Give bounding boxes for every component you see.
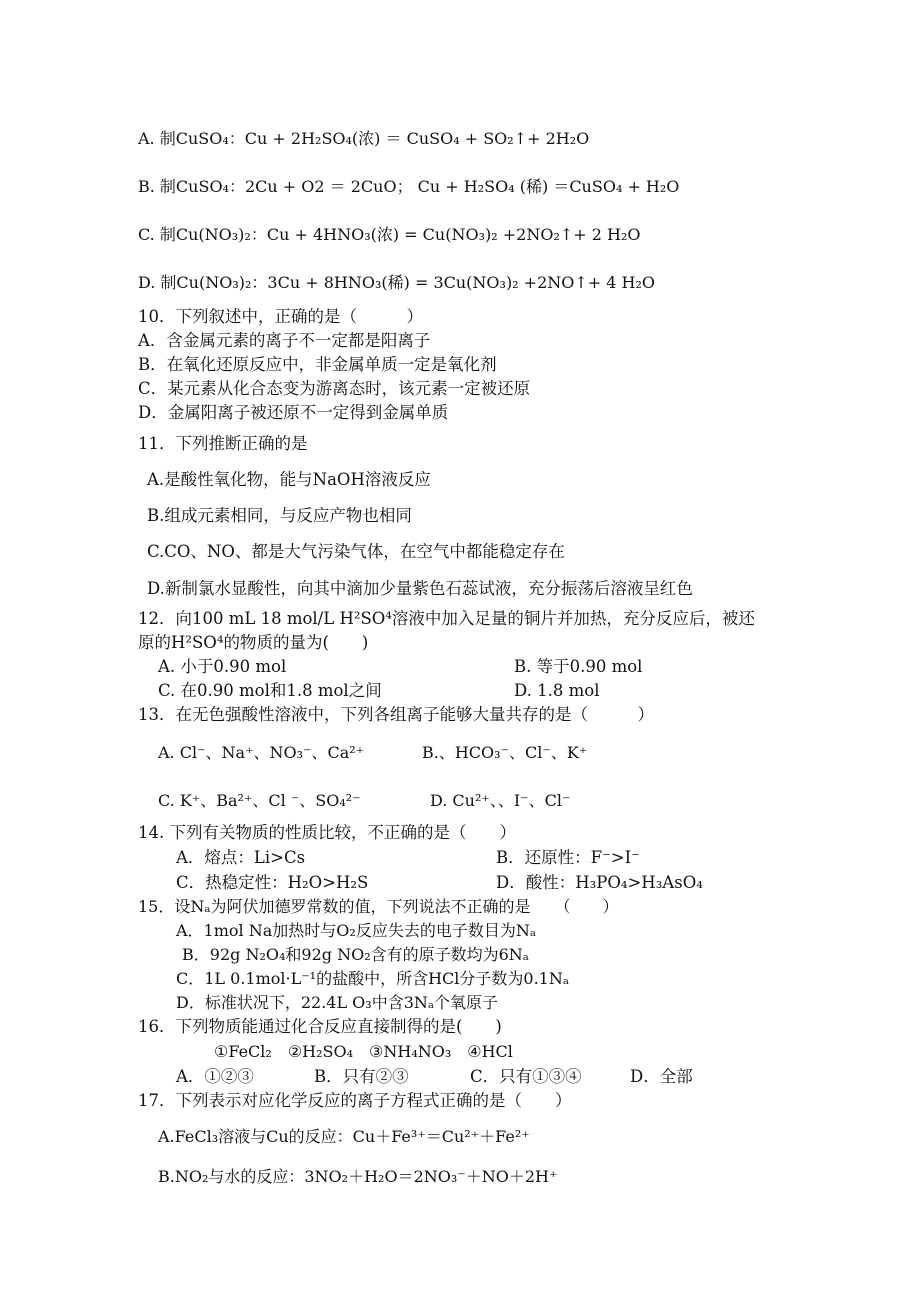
q12-option-b: B. 等于0.90 mol bbox=[514, 657, 643, 676]
q14-option-b: B．还原性：F⁻>I⁻ bbox=[496, 848, 640, 867]
q12-option-a: A. 小于0.90 mol bbox=[158, 657, 287, 676]
q13-option-d: D. Cu²⁺、、I⁻、Cl⁻ bbox=[430, 791, 571, 810]
q13-stem: 13．在无色强酸性溶液中，下列各组离子能够大量共存的是（ ） bbox=[138, 705, 654, 724]
q9-option-b: B. 制CuSO₄：2Cu + O2 ＝ 2CuO； Cu + H₂SO₄ (稀) ＝CuSO₄ + H₂O bbox=[138, 177, 680, 196]
q11-option-a: A.是酸性氧化物，能与NaOH溶液反应 bbox=[147, 470, 431, 489]
q14-option-c: C．热稳定性：H₂O>H₂S bbox=[176, 873, 369, 892]
q15-option-c: C．1L 0.1mol·L⁻¹的盐酸中，所含HCl分子数为0.1Nₐ bbox=[176, 969, 570, 988]
q15-option-a: A．1mol Na加热时与O₂反应失去的电子数目为Nₐ bbox=[176, 921, 536, 940]
q11-option-d: D.新制氯水显酸性，向其中滴加少量紫色石蕊试液，充分振荡后溶液呈红色 bbox=[147, 579, 693, 598]
q11-option-b: B.组成元素相同，与反应产物也相同 bbox=[147, 506, 412, 525]
q16-option-d: D．全部 bbox=[630, 1067, 693, 1086]
q9-option-c: C. 制Cu(NO₃)₂：Cu + 4HNO₃(浓) = Cu(NO₃)₂ +2NO₂↑+ 2 H₂O bbox=[138, 225, 641, 244]
q16-option-b: B．只有②③ bbox=[314, 1067, 409, 1086]
q16-choices: ①FeCl₂ ②H₂SO₄ ③NH₄NO₃ ④HCl bbox=[214, 1042, 513, 1061]
q10-option-d: D．金属阳离子被还原不一定得到金属单质 bbox=[138, 403, 449, 422]
q13-option-a: A. Cl⁻、Na⁺、NO₃⁻、Ca²⁺ bbox=[158, 743, 365, 762]
q10-stem: 10．下列叙述中，正确的是（ ） bbox=[138, 307, 423, 326]
q15-option-d: D．标准状况下，22.4L O₃中含3Nₐ个氧原子 bbox=[176, 993, 499, 1012]
q17-option-a: A.FeCl₃溶液与Cu的反应：Cu＋Fe³⁺＝Cu²⁺＋Fe²⁺ bbox=[158, 1127, 530, 1146]
q16-option-c: C．只有①③④ bbox=[470, 1067, 582, 1086]
q10-option-b: B．在氧化还原反应中，非金属单质一定是氧化剂 bbox=[138, 355, 497, 374]
q14-stem: 14. 下列有关物质的性质比较，不正确的是（ ） bbox=[138, 823, 516, 842]
q9-option-a: A. 制CuSO₄：Cu + 2H₂SO₄(浓) ＝ CuSO₄ + SO₂↑+ 2H₂O bbox=[138, 129, 590, 148]
q10-option-c: C．某元素从化合态变为游离态时，该元素一定被还原 bbox=[138, 379, 531, 398]
q12-stem-line2: 原的H²SO⁴的物质的量为( ) bbox=[138, 633, 369, 652]
q14-option-a: A．熔点：Li>Cs bbox=[176, 848, 306, 867]
q12-option-c: C. 在0.90 mol和1.8 mol之间 bbox=[158, 681, 382, 700]
q14-option-d: D．酸性：H₃PO₄>H₃AsO₄ bbox=[496, 873, 703, 892]
q13-option-b: B.、HCO₃⁻、Cl⁻、K⁺ bbox=[422, 743, 588, 762]
q12-stem-line1: 12．向100 mL 18 mol/L H²SO⁴溶液中加入足量的铜片并加热，充分反应后，被还 bbox=[138, 609, 755, 628]
q10-option-a: A．含金属元素的离子不一定都是阳离子 bbox=[138, 331, 431, 350]
q15-option-b: B．92g N₂O₄和92g NO₂含有的原子数均为6Nₐ bbox=[182, 945, 529, 964]
q15-stem: 15．设Nₐ为阿伏加德罗常数的值，下列说法不正确的是 （ ） bbox=[138, 897, 619, 916]
q9-option-d: D. 制Cu(NO₃)₂：3Cu + 8HNO₃(稀) = 3Cu(NO₃)₂ +2NO↑+ 4 H₂O bbox=[138, 273, 656, 292]
q12-option-d: D. 1.8 mol bbox=[514, 681, 600, 700]
q11-stem: 11．下列推断正确的是 bbox=[138, 434, 308, 453]
q13-option-c: C. K⁺、Ba²⁺、Cl ⁻、SO₄²⁻ bbox=[158, 791, 361, 810]
q17-option-b: B.NO₂与水的反应：3NO₂＋H₂O＝2NO₃⁻＋NO＋2H⁺ bbox=[158, 1167, 558, 1186]
q11-option-c: C.CO、NO、都是大气污染气体，在空气中都能稳定存在 bbox=[147, 542, 565, 561]
q17-stem: 17．下列表示对应化学反应的离子方程式正确的是（ ） bbox=[138, 1091, 572, 1110]
q16-option-a: A．①②③ bbox=[176, 1067, 254, 1086]
q16-stem: 16．下列物质能通过化合反应直接制得的是( ) bbox=[138, 1017, 502, 1036]
